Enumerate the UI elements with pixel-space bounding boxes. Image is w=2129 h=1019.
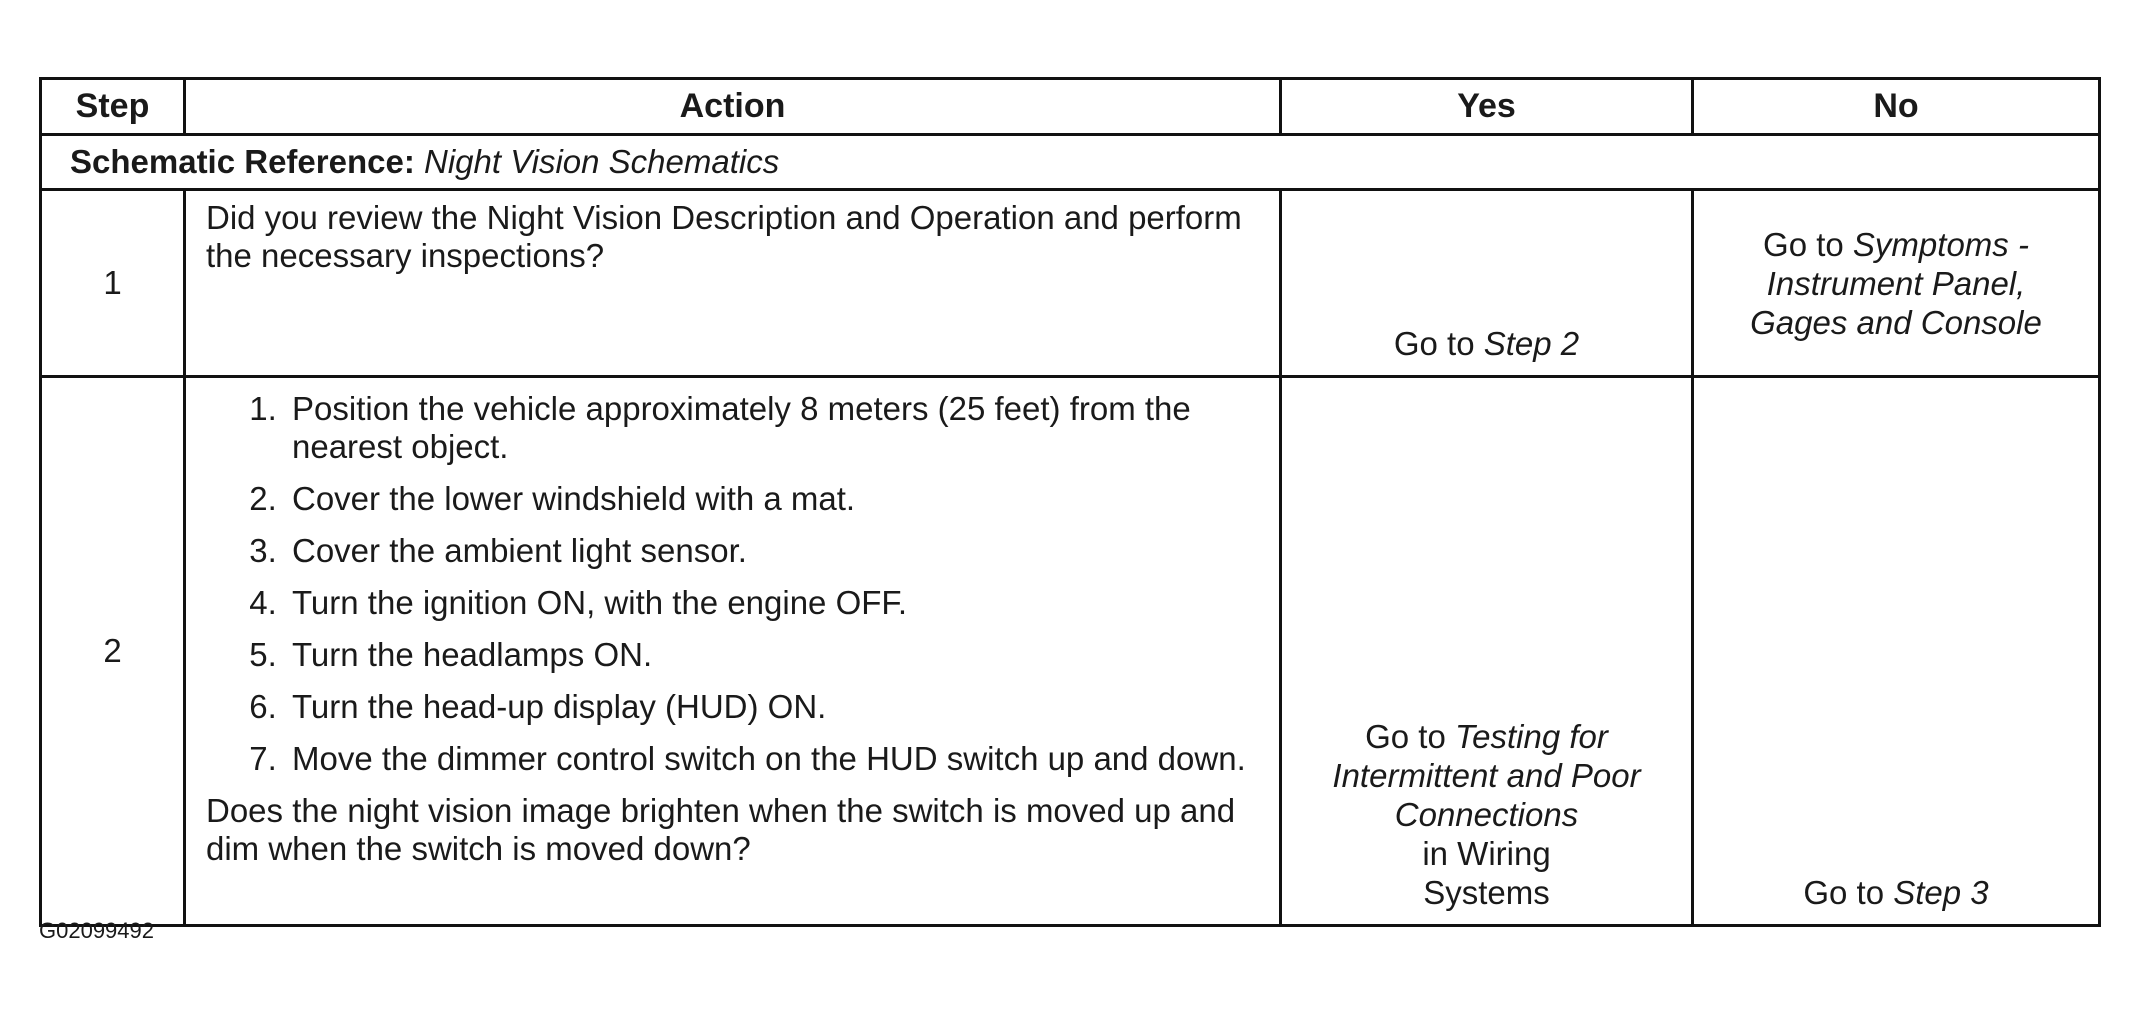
no-link-symptoms-line3[interactable]: Gages and Console bbox=[1750, 303, 2042, 341]
header-yes: Yes bbox=[1281, 79, 1693, 135]
header-action: Action bbox=[185, 79, 1281, 135]
list-item: 5. Turn the headlamps ON. bbox=[286, 636, 1259, 674]
list-item: 7. Move the dimmer control switch on the HUD switch up and down. bbox=[286, 740, 1259, 778]
yes-link-testing-line2[interactable]: Intermittent and Poor bbox=[1332, 757, 1641, 794]
yes-prefix: Go to bbox=[1393, 325, 1475, 362]
no-cell bbox=[1693, 377, 2100, 926]
yes-link-step-2[interactable]: Step 2 bbox=[1483, 325, 1580, 362]
list-item: 6. Turn the head-up display (HUD) ON. bbox=[286, 688, 1259, 726]
no-cell bbox=[1693, 190, 2100, 377]
diagnostic-table bbox=[39, 77, 2101, 927]
action-steps-list bbox=[206, 390, 1259, 778]
action-cell bbox=[185, 377, 1281, 926]
list-item: 4. Turn the ignition ON, with the engine OFF. bbox=[286, 584, 1259, 622]
schematic-reference-link[interactable]: Night Vision Schematics bbox=[424, 143, 780, 180]
no-prefix: Go to bbox=[1803, 874, 1885, 911]
figure-id: G02099492 bbox=[39, 918, 154, 943]
list-item: 1. Position the vehicle approximately 8 meters (25 feet) from the nearest object. bbox=[286, 390, 1259, 466]
schematic-reference-label: Schematic Reference: bbox=[70, 143, 415, 180]
no-link-symptoms-line2[interactable]: Instrument Panel, bbox=[1766, 264, 2026, 302]
table-row bbox=[41, 377, 2100, 926]
yes-prefix: Go to bbox=[1365, 718, 1446, 755]
schematic-reference bbox=[41, 135, 2100, 190]
list-item: 2. Cover the lower windshield with a mat. bbox=[286, 480, 1259, 518]
yes-cell bbox=[1281, 190, 1693, 377]
no-prefix: Go to bbox=[1763, 225, 1844, 263]
no-link-step-3[interactable]: Step 3 bbox=[1893, 874, 1989, 911]
schematic-reference-row bbox=[41, 135, 2100, 190]
yes-link-testing[interactable]: Testing for bbox=[1455, 718, 1608, 755]
yes-suffix-line2: Systems bbox=[1423, 874, 1550, 911]
header-step: Step bbox=[41, 79, 185, 135]
header-no: No bbox=[1693, 79, 2100, 135]
no-link-symptoms[interactable]: Symptoms - bbox=[1852, 225, 2029, 263]
action-cell bbox=[185, 190, 1281, 377]
list-item: 3. Cover the ambient light sensor. bbox=[286, 532, 1259, 570]
step-number: 2 bbox=[41, 377, 185, 926]
yes-link-testing-line3[interactable]: Connections bbox=[1394, 796, 1579, 833]
step-number: 1 bbox=[41, 190, 185, 377]
table-row bbox=[41, 190, 2100, 377]
header-row bbox=[41, 79, 2100, 135]
yes-suffix: in Wiring bbox=[1422, 835, 1551, 872]
yes-cell bbox=[1281, 377, 1693, 926]
action-text: Did you review the Night Vision Description and Operation and perform the necessary inspections? bbox=[206, 199, 1242, 274]
action-question: Does the night vision image brighten when the switch is moved up and dim when the switch is moved down? bbox=[206, 792, 1236, 867]
